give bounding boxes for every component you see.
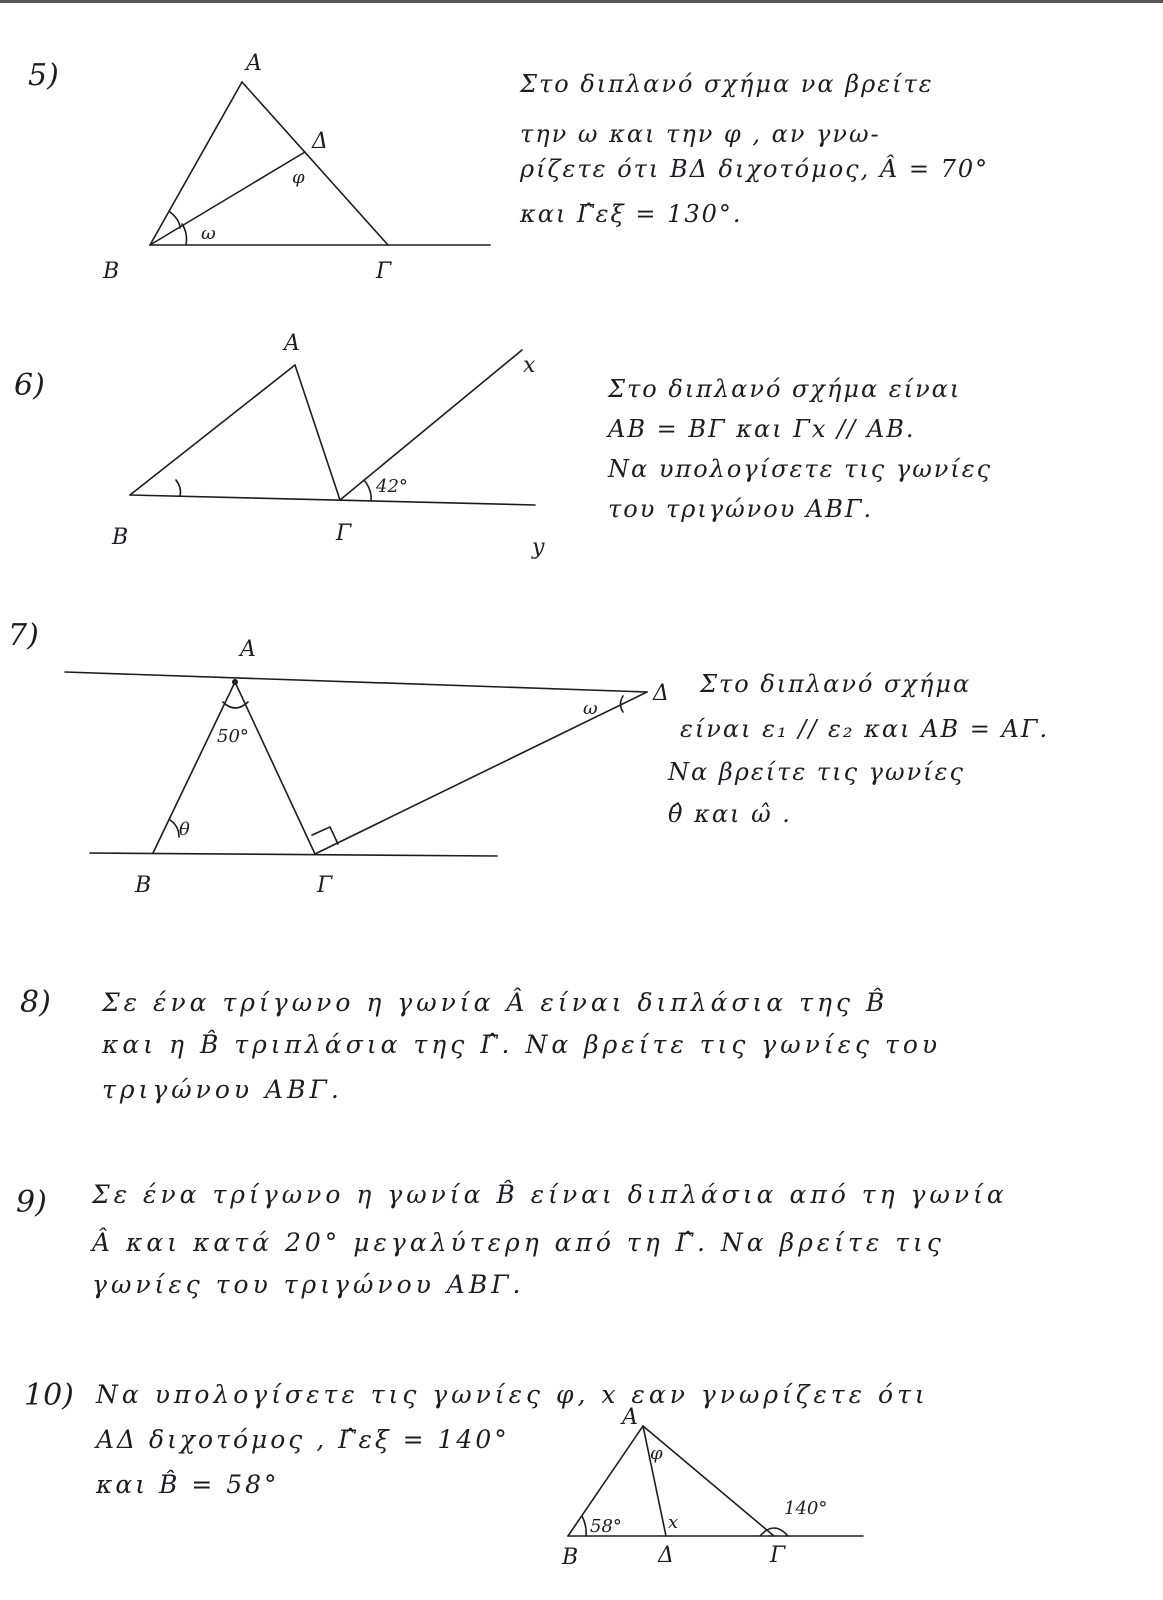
vertex-a-label: A xyxy=(284,331,300,356)
angle-arc-g xyxy=(364,480,371,500)
vertex-b-label: B xyxy=(562,1545,579,1570)
side-ab xyxy=(130,365,295,495)
side-ag xyxy=(295,365,340,500)
ray-x-label: x xyxy=(523,353,536,378)
problem-7-line-1: Στο διπλανό σχήμα xyxy=(700,670,972,698)
problem-5-line-2: την ω και την φ , αν γνω- xyxy=(520,120,881,148)
problem-9-line-2: Â και κατά 20° μεγαλύτερη από τη Γ̂. Να βρείτε τις xyxy=(92,1228,945,1257)
side-ab xyxy=(153,682,235,853)
angle-58-label: 58° xyxy=(590,1516,622,1537)
angle-140-label: 140° xyxy=(784,1498,828,1519)
vertex-g-label: Γ xyxy=(770,1543,786,1568)
vertex-g-label: Γ xyxy=(376,259,392,284)
angle-arc-b xyxy=(170,820,179,837)
problem-10-line-1: Να υπολογίσετε τις γωνίες φ, x εαν γνωρίζετε ότι xyxy=(96,1380,929,1409)
angle-42-label: 42° xyxy=(376,476,408,497)
problem-5-line-1: Στο διπλανό σχήμα να βρείτε xyxy=(520,70,934,98)
angle-arc-b2 xyxy=(182,224,187,245)
problem-8-line-3: τριγώνου ΑΒΓ. xyxy=(102,1075,343,1104)
vertex-a-label: A xyxy=(240,637,256,662)
problem-10-line-2: ΑΔ διχοτόμος , Γ̂εξ = 140° xyxy=(96,1425,510,1454)
problem-7-number: 7) xyxy=(8,618,39,653)
angle-omega-label: ω xyxy=(201,223,216,244)
angle-arc-b1 xyxy=(170,212,180,228)
angle-x-label: x xyxy=(668,1512,679,1533)
problem-5-line-4: και Γ̂εξ = 130°. xyxy=(520,200,743,228)
problem-6-figure xyxy=(100,320,570,570)
problem-8-line-1: Σε ένα τρίγωνο η γωνία Â είναι διπλάσια της B̂ xyxy=(102,988,889,1017)
problem-6-line-1: Στο διπλανό σχήμα είναι xyxy=(608,375,962,403)
vertex-a-label: A xyxy=(622,1405,638,1430)
vertex-g-label: Γ xyxy=(317,873,333,898)
angle-arc-b xyxy=(176,480,181,496)
angle-arc-g xyxy=(760,1528,788,1536)
problem-7-line-4: θ̂ και ω̂ . xyxy=(668,800,792,828)
problem-7-line-3: Να βρείτε τις γωνίες xyxy=(668,758,965,786)
problem-6-line-3: Να υπολογίσετε τις γωνίες xyxy=(608,455,993,483)
vertex-d-label: Δ xyxy=(312,129,328,154)
scan-top-border xyxy=(0,0,1163,3)
problem-7-line-2: είναι ε₁ // ε₂ και AB = ΑΓ. xyxy=(680,715,1050,743)
side-ab xyxy=(150,82,242,245)
problem-6-line-4: του τριγώνου ΑΒΓ. xyxy=(608,495,874,523)
vertex-g-label: Γ xyxy=(336,521,352,546)
angle-50-label: 50° xyxy=(217,726,249,747)
problem-5-figure xyxy=(100,40,520,300)
problem-10-number: 10) xyxy=(24,1378,74,1413)
ray-y-label: y xyxy=(532,535,545,560)
problem-6-number: 6) xyxy=(14,368,45,403)
problem-7-figure xyxy=(55,630,685,910)
base-line-by xyxy=(130,495,535,505)
angle-phi-label: φ xyxy=(650,1443,663,1464)
angle-arc-b xyxy=(582,1516,586,1536)
vertex-b-label: B xyxy=(103,259,120,284)
problem-5-number: 5) xyxy=(28,58,59,93)
problem-8-line-2: και η B̂ τριπλάσια της Γ̂. Να βρείτε τις γωνίες του xyxy=(102,1030,942,1059)
problem-5-line-3: ρίζετε ότι ΒΔ διχοτόμος, Â = 70° xyxy=(520,155,990,183)
side-ag xyxy=(235,682,315,854)
angle-omega-label: ω xyxy=(583,698,598,719)
angle-phi-label: φ xyxy=(292,167,305,188)
vertex-d-label: Δ xyxy=(653,681,669,706)
bisector-bd xyxy=(150,152,305,245)
ray-gx xyxy=(340,350,522,500)
problem-8-number: 8) xyxy=(20,985,51,1020)
vertex-b-label: B xyxy=(112,525,129,550)
problem-9-number: 9) xyxy=(16,1185,47,1220)
vertex-b-label: B xyxy=(135,873,152,898)
problem-9-line-3: γωνίες του τριγώνου ΑΒΓ. xyxy=(92,1270,525,1299)
problem-10-figure xyxy=(548,1404,878,1596)
problem-10-line-3: και B̂ = 58° xyxy=(96,1470,280,1499)
angle-theta-label: θ xyxy=(179,819,190,840)
side-ag xyxy=(242,82,388,245)
vertex-a-dot xyxy=(232,679,238,685)
vertex-a-label: A xyxy=(246,51,262,76)
problem-6-line-2: AB = ΒΓ και Γx // AB. xyxy=(608,415,916,443)
right-angle-mark xyxy=(312,827,338,844)
line-e1 xyxy=(65,672,647,692)
line-e2 xyxy=(90,853,497,856)
problem-9-line-1: Σε ένα τρίγωνο η γωνία B̂ είναι διπλάσια από τη γωνία xyxy=(92,1180,1008,1209)
vertex-d-label: Δ xyxy=(658,1543,674,1568)
